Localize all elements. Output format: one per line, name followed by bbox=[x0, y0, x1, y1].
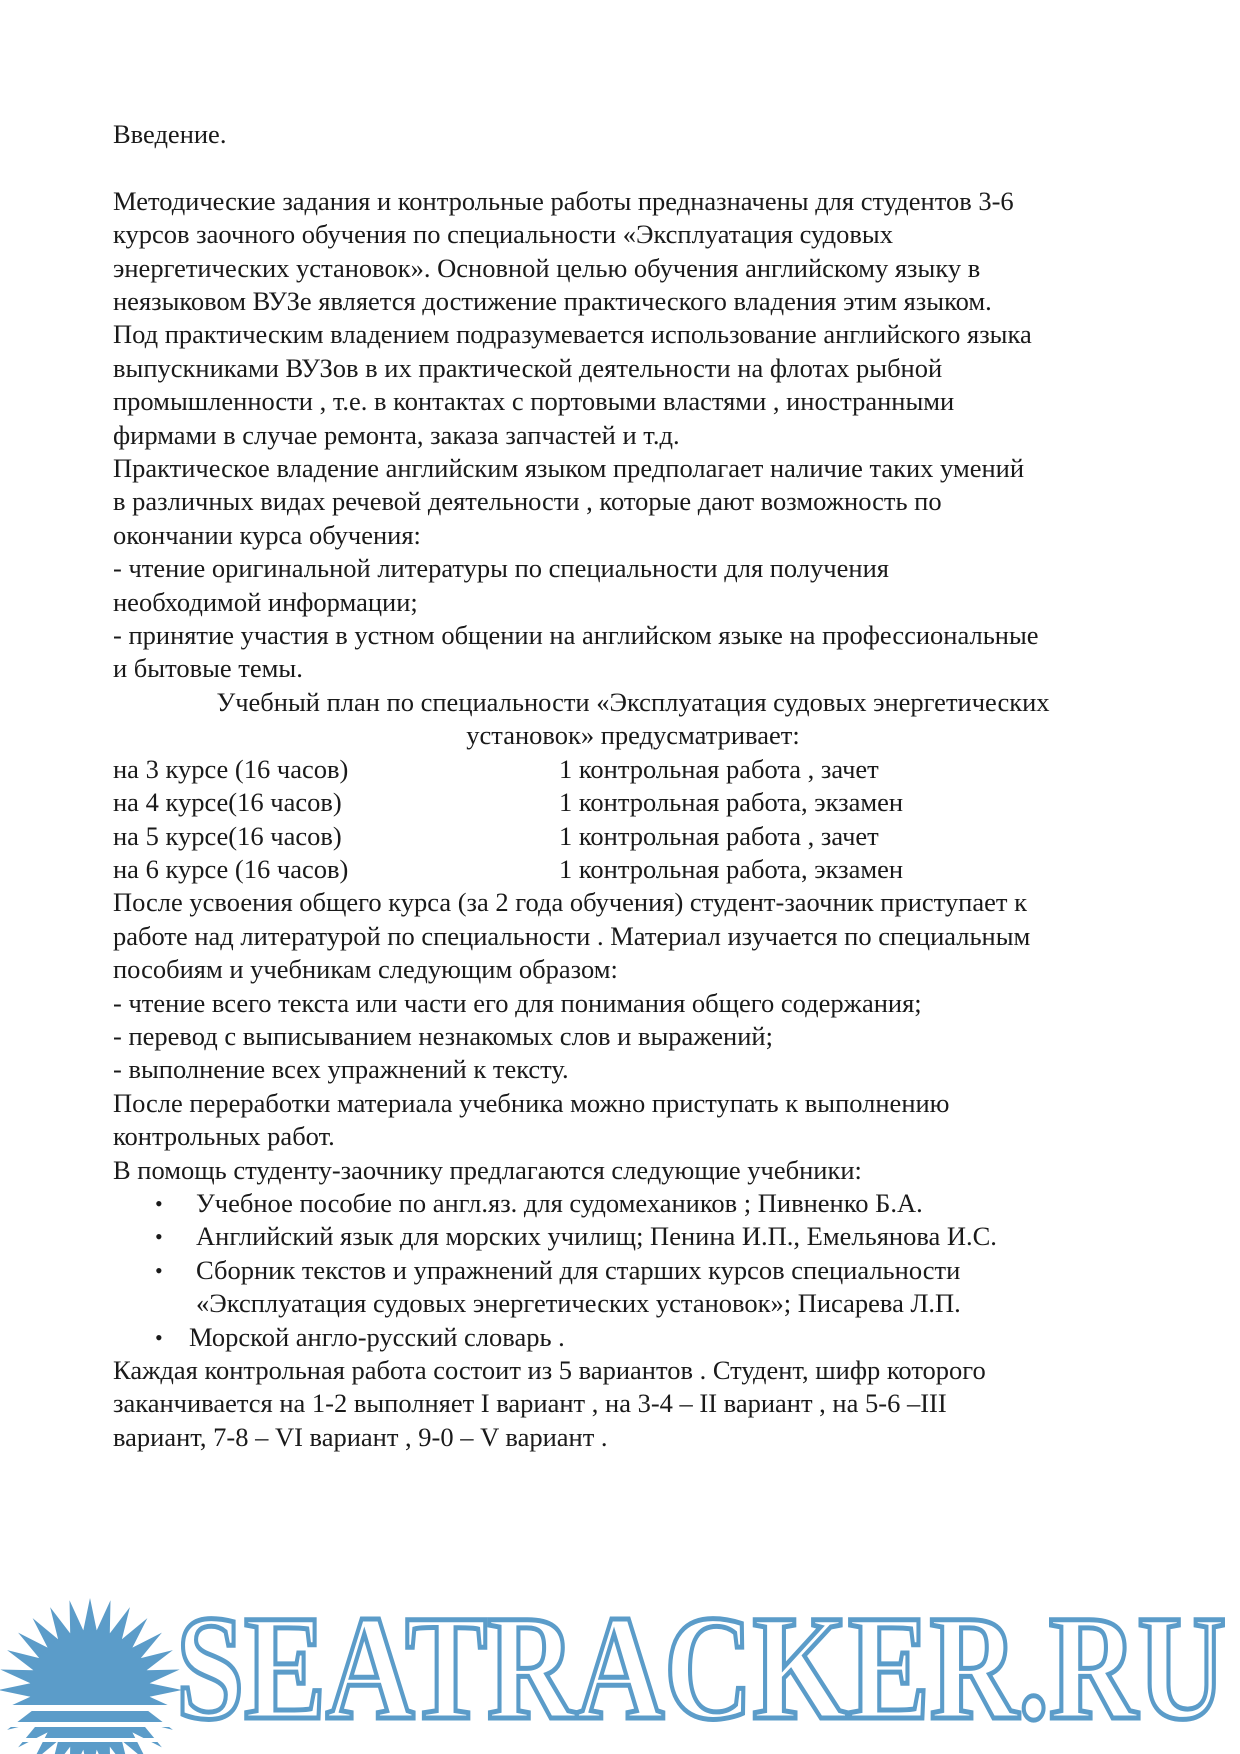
text-line: пособиям и учебникам следующим образом: bbox=[113, 954, 618, 985]
text-line: Методические задания и контрольные работы предназначены для студентов 3-6 bbox=[113, 185, 1014, 216]
list-item-text: Английский язык для морских училищ; Пенина И.П., Емельянова И.С. bbox=[196, 1221, 997, 1252]
closing-section bbox=[113, 1354, 1153, 1454]
spacer bbox=[113, 151, 1153, 184]
intro-section bbox=[113, 185, 1153, 686]
bullet-icon: • bbox=[155, 1257, 163, 1283]
text-line: фирмами в случае ремонта, заказа запчастей и т.д. bbox=[113, 419, 680, 450]
plan-row bbox=[113, 786, 1153, 819]
plan-work: 1 контрольная работа , зачет bbox=[559, 820, 879, 851]
text-line: - чтение оригинальной литературы по специальности для получения bbox=[113, 553, 889, 584]
text-line: - выполнение всех упражнений к тексту. bbox=[113, 1054, 569, 1085]
sun-icon bbox=[0, 1598, 182, 1754]
text-line: неязыковом ВУЗе является достижение практического владения этим языком. bbox=[113, 286, 992, 317]
list-item-text: Сборник текстов и упражнений для старших курсов специальности bbox=[196, 1254, 961, 1285]
plan-course: на 3 курсе (16 часов) bbox=[113, 753, 349, 784]
text-line: и бытовые темы. bbox=[113, 653, 303, 684]
text-line: курсов заочного обучения по специальности «Эксплуатация судовых bbox=[113, 219, 893, 250]
watermark-graphic bbox=[0, 1500, 1240, 1754]
plan-heading-line: установок» предусматривает: bbox=[466, 720, 800, 751]
text-line: промышленности , т.е. в контактах с портовыми властями , иностранными bbox=[113, 386, 955, 417]
plan-heading-line: Учебный план по специальности «Эксплуатация судовых энергетических bbox=[216, 686, 1050, 717]
text-line: После усвоения общего курса (за 2 года обучения) студент-заочник приступает к bbox=[113, 887, 1027, 918]
list-item-text: Учебное пособие по англ.яз. для судомехаников ; Пивненко Б.А. bbox=[196, 1187, 923, 1218]
plan-course: на 5 курсе(16 часов) bbox=[113, 820, 342, 851]
sun-wave-band bbox=[0, 1722, 185, 1727]
list-item bbox=[113, 1187, 1153, 1220]
method-section bbox=[113, 886, 1153, 1187]
text-line: необходимой информации; bbox=[113, 586, 418, 617]
text-line: заканчивается на 1-2 выполняет I вариант , на 3-4 – II вариант , на 5-6 –III bbox=[113, 1388, 947, 1419]
sun-wave-band bbox=[0, 1705, 185, 1711]
text-line: - чтение всего текста или части его для понимания общего содержания; bbox=[113, 987, 922, 1018]
seatracker-watermark bbox=[0, 1500, 1240, 1754]
sun-wave-band bbox=[0, 1738, 185, 1742]
study-plan-table bbox=[113, 753, 1153, 887]
list-item-text: Морской англо-русский словарь . bbox=[189, 1321, 565, 1352]
text-line: После переработки материала учебника можно приступать к выполнению bbox=[113, 1087, 950, 1118]
text-line: энергетических установок». Основной целью обучения английскому языку в bbox=[113, 252, 981, 283]
list-item bbox=[113, 1254, 1153, 1321]
text-line: - перевод с выписыванием незнакомых слов и выражений; bbox=[113, 1020, 773, 1051]
list-item bbox=[113, 1321, 1153, 1354]
sun-disc bbox=[30, 1630, 150, 1750]
plan-row bbox=[113, 753, 1153, 786]
text-line: - принятие участия в устном общении на английском языке на профессиональные bbox=[113, 620, 1039, 651]
watermark-text: SEATRACKER.RU bbox=[176, 1585, 1226, 1751]
text-line: в различных видах речевой деятельности , которые дают возможность по bbox=[113, 486, 942, 517]
text-line: работе над литературой по специальности . Материал изучается по специальным bbox=[113, 920, 1031, 951]
plan-work: 1 контрольная работа, экзамен bbox=[559, 787, 904, 818]
document-title: Введение. bbox=[113, 119, 227, 149]
textbook-list bbox=[113, 1187, 1153, 1354]
plan-work: 1 контрольная работа, экзамен bbox=[559, 853, 904, 884]
text-line: Под практическим владением подразумевается использование английского языка bbox=[113, 319, 1032, 350]
text-line: выпускниками ВУЗов в их практической деятельности на флотах рыбной bbox=[113, 352, 943, 383]
text-line: Каждая контрольная работа состоит из 5 вариантов . Студент, шифр которого bbox=[113, 1355, 986, 1386]
plan-course: на 4 курсе(16 часов) bbox=[113, 787, 342, 818]
text-line: вариант, 7-8 – VI вариант , 9-0 – V вариант . bbox=[113, 1421, 608, 1452]
plan-work: 1 контрольная работа , зачет bbox=[559, 753, 879, 784]
text-line: В помощь студенту-заочнику предлагаются следующие учебники: bbox=[113, 1154, 862, 1185]
text-line: Практическое владение английским языком предполагает наличие таких умений bbox=[113, 453, 1025, 484]
text-line: контрольных работ. bbox=[113, 1121, 335, 1152]
bullet-icon: • bbox=[155, 1190, 163, 1216]
document-page bbox=[113, 118, 1153, 1454]
text-line: окончании курса обучения: bbox=[113, 519, 421, 550]
list-item bbox=[113, 1220, 1153, 1253]
list-item-text: «Эксплуатация судовых энергетических установок»; Писарева Л.П. bbox=[196, 1288, 961, 1319]
plan-course: на 6 курсе (16 часов) bbox=[113, 853, 349, 884]
plan-row bbox=[113, 853, 1153, 886]
plan-heading bbox=[113, 686, 1153, 753]
bullet-icon: • bbox=[155, 1324, 163, 1350]
plan-row bbox=[113, 820, 1153, 853]
bullet-icon: • bbox=[155, 1224, 163, 1250]
